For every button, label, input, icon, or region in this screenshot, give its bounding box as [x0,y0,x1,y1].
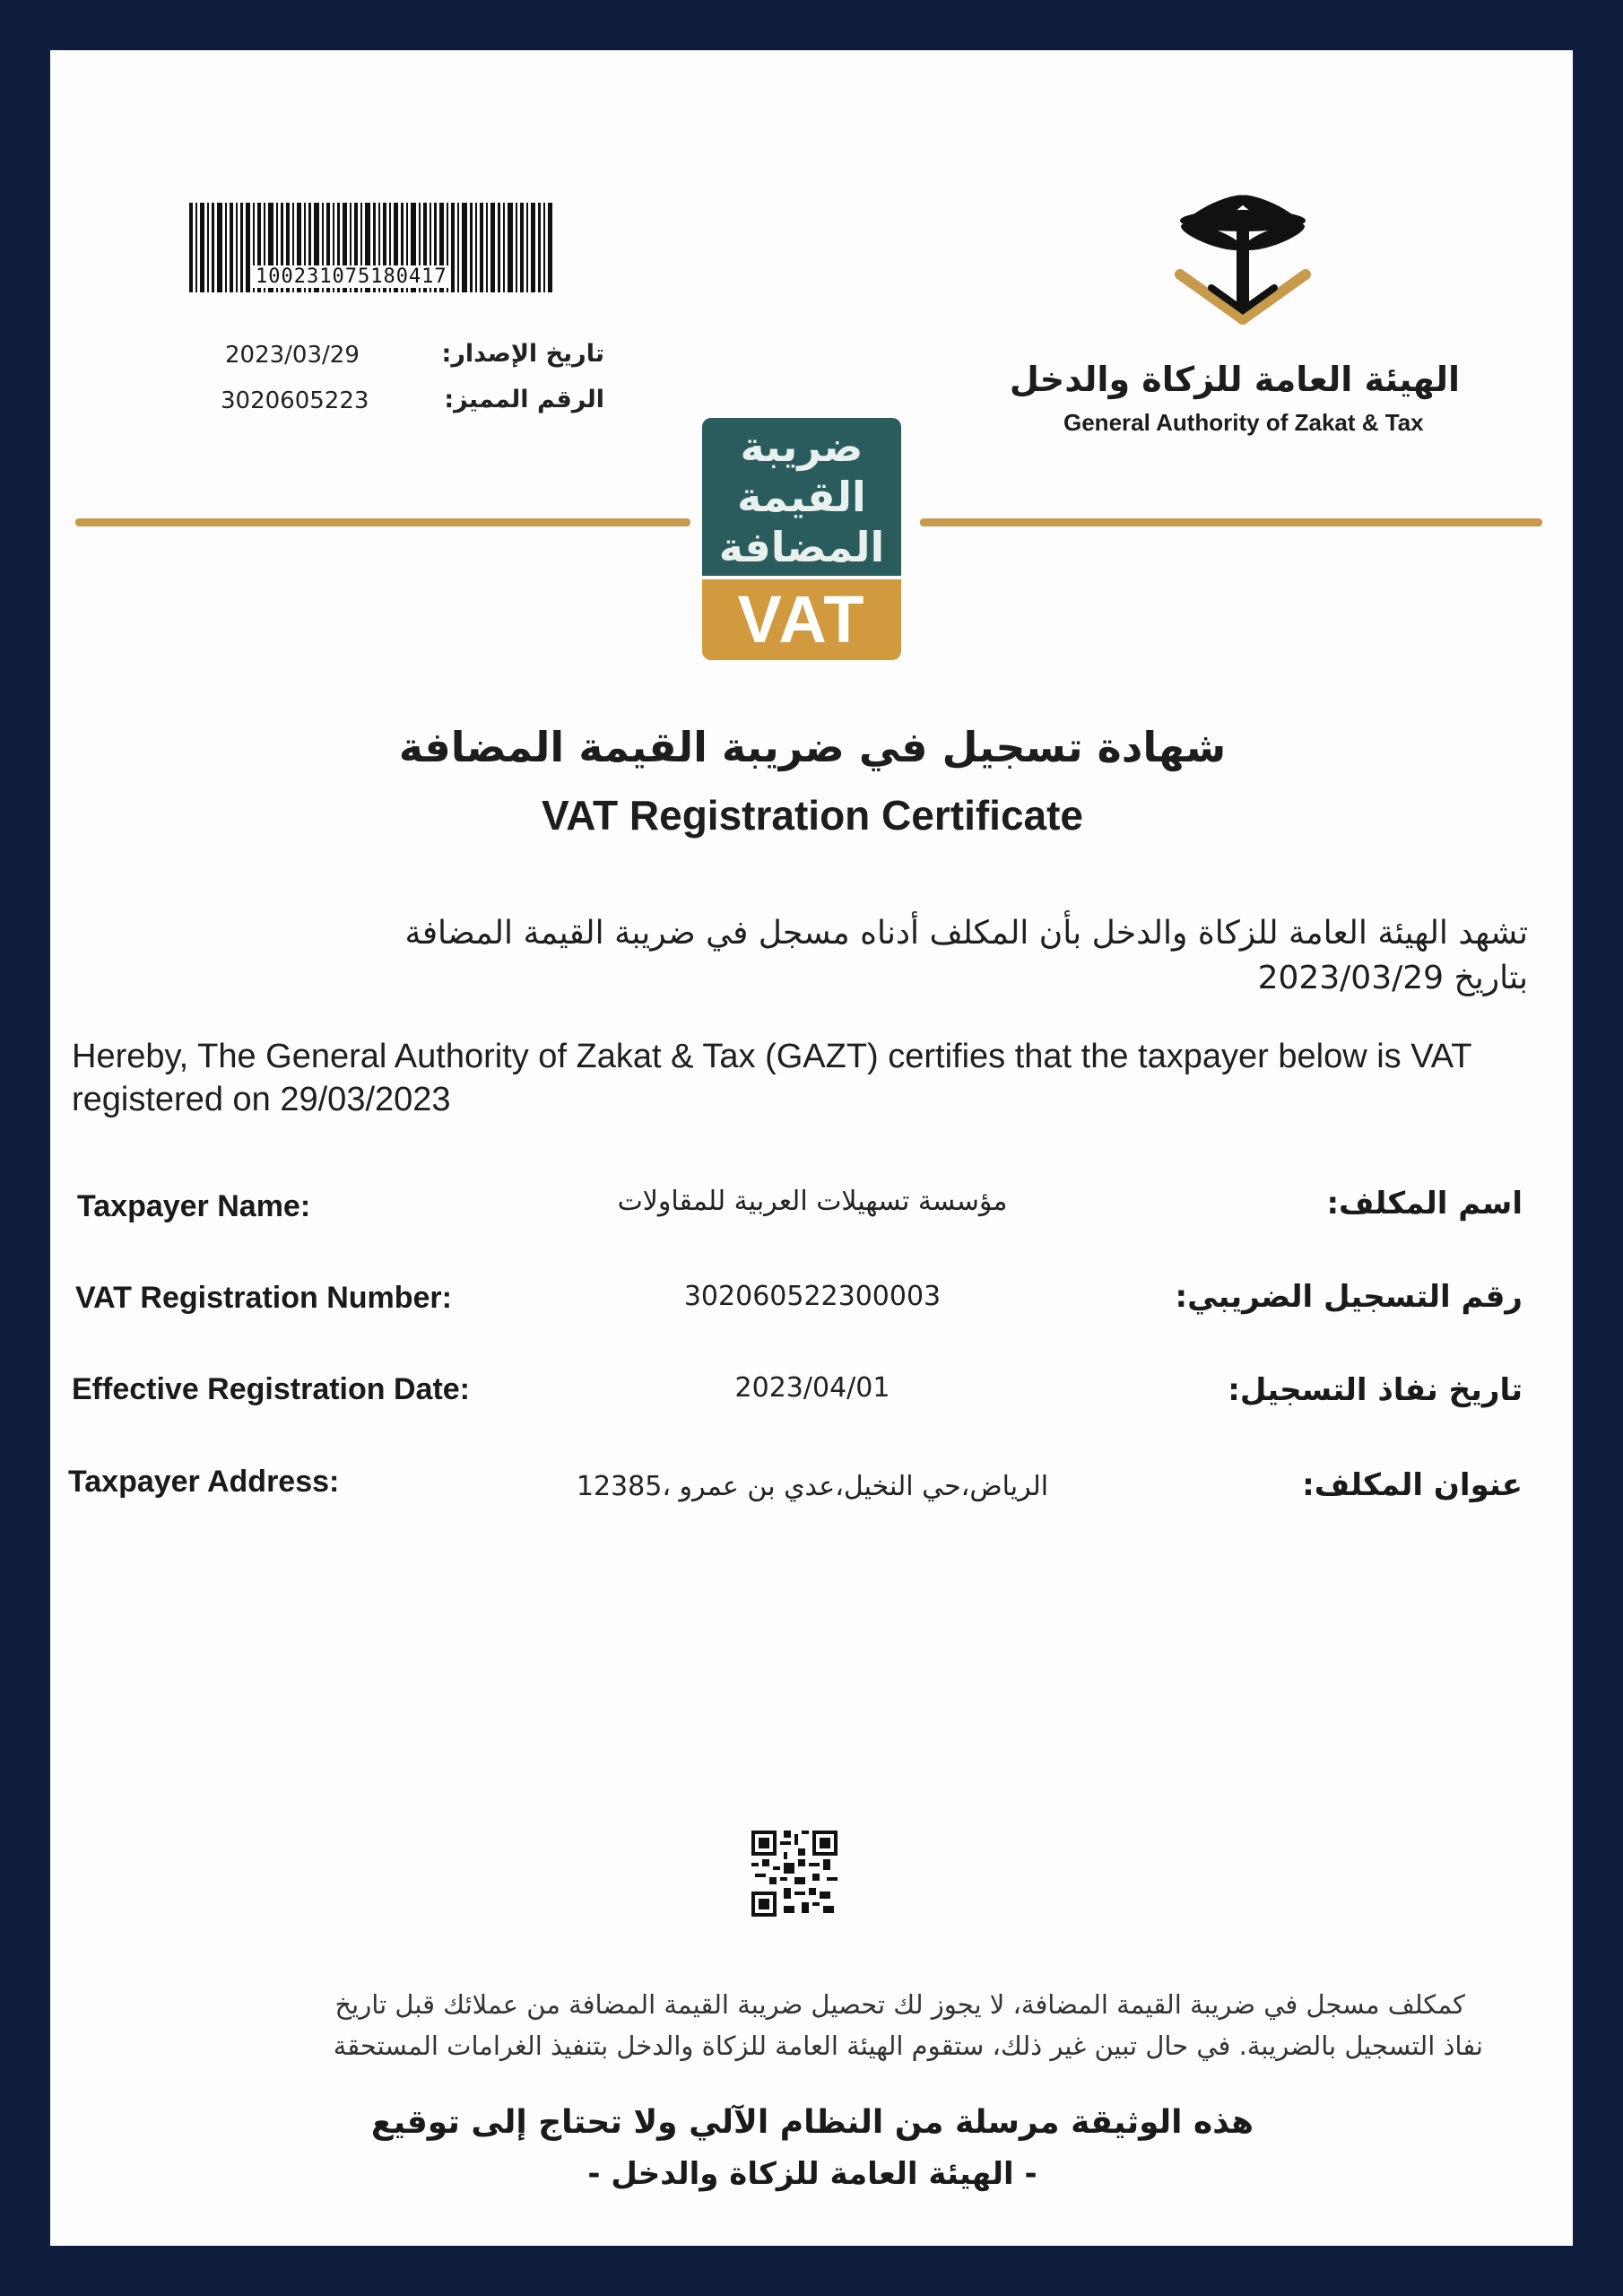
vat-logo-english: VAT [702,579,901,660]
issue-date-label: تاريخ الإصدار: [441,340,604,368]
taxpayer-name-value: مؤسسة تسهيلات العربية للمقاولات [617,1186,1008,1217]
vat-logo [702,418,901,660]
barcode-number: 100231075180417 [252,265,451,288]
vat-logo-ar-line3: المضافة [718,523,885,571]
issue-date-value: 2023/03/29 [225,342,360,369]
effective-date-value: 2023/04/01 [734,1372,890,1404]
divider-left [75,518,690,526]
authority-name-ar: الهيئة العامة للزكاة والدخل [1009,360,1460,399]
qr-code [751,1831,838,1917]
vat-logo-arabic [702,418,901,576]
certificate-title-en: VAT Registration Certificate [541,792,1084,839]
taxpayer-address-label-ar: عنوان المكلف: [1302,1467,1523,1503]
authority-name-en: General Authority of Zakat & Tax [1063,409,1424,436]
vat-number-label-en: VAT Registration Number: [75,1281,452,1315]
effective-date-label-ar: تاريخ نفاذ التسجيل: [1228,1372,1523,1408]
vat-logo-ar-line1: ضريبة [740,422,864,471]
taxpayer-name-label-ar: اسم المكلف: [1326,1186,1523,1222]
vat-number-value: 302060522300003 [683,1281,942,1312]
effective-date-label-en: Effective Registration Date: [72,1372,470,1406]
notice-line1: كمكلف مسجل في ضريبة القيمة المضافة، لا يجوز لك تحصيل ضريبة القيمة المضافة من عملائك قبل تاريخ [334,1989,1465,2020]
vat-number-label-ar: رقم التسجيل الضريبي: [1175,1279,1523,1315]
intro-ar [138,911,1528,1001]
intro-en: Hereby, The General Authority of Zakat & Tax (GAZT) certifies that the taxpayer below is VAT registered on 29/03/2023 [72,1038,1471,1118]
vat-logo-ar-line2: القيمة [737,473,866,521]
certificate-title-ar: شهادة تسجيل في ضريبة القيمة المضافة [398,723,1227,771]
certificate-paper [50,50,1573,2246]
distinct-number-label: الرقم المميز: [444,386,604,413]
taxpayer-address-value: الرياض،حي النخيل،عدي بن عمرو ،12385 [576,1471,1049,1502]
notice-line2: نفاذ التسجيل بالضريبة. في حال تبين غير ذلك، ستقوم الهيئة العامة للزكاة والدخل بتنفيذ الغرامات المستحقة [333,2031,1483,2061]
intro-ar-line1: تشهد الهيئة العامة للزكاة والدخل بأن المكلف أدناه مسجل في ضريبة القيمة المضافة [404,915,1528,952]
divider-right [920,518,1542,526]
distinct-number-value: 3020605223 [221,387,369,414]
palm-swords-emblem [1171,185,1315,364]
taxpayer-address-label-en: Taxpayer Address: [68,1465,340,1499]
system-note: هذه الوثيقة مرسلة من النظام الآلي ولا تحتاج إلى توقيع [370,2104,1254,2141]
footer-authority: - الهيئة العامة للزكاة والدخل - [587,2156,1037,2192]
intro-ar-line2: بتاريخ 2023/03/29 [1257,960,1528,996]
taxpayer-name-label-en: Taxpayer Name: [77,1189,311,1223]
